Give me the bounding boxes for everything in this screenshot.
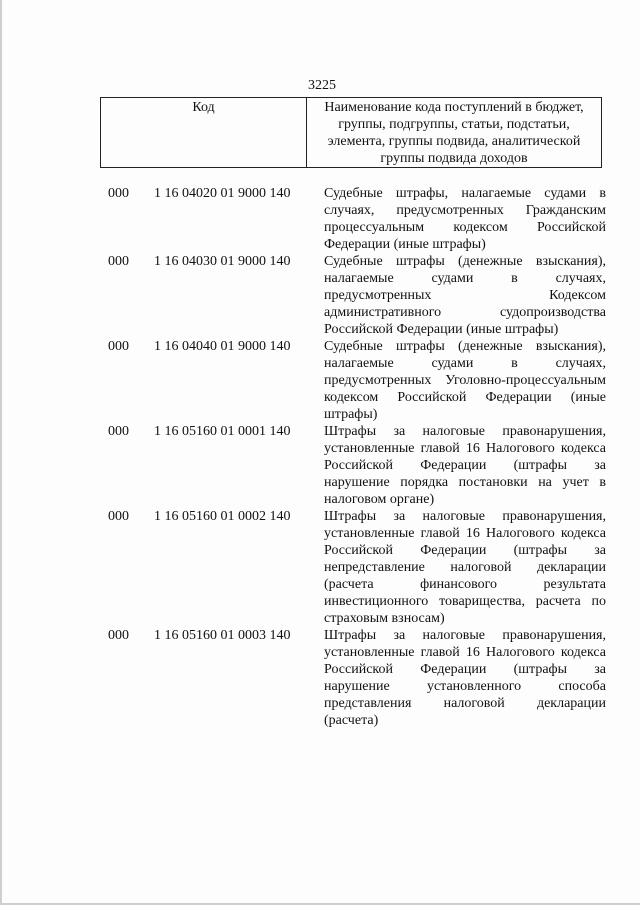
revenue-name-line: представления налоговой декларации bbox=[324, 696, 606, 711]
revenue-name-line: административного судопроизводства bbox=[324, 305, 606, 320]
header-code: Код bbox=[101, 98, 307, 168]
page-number: 3225 bbox=[308, 78, 336, 93]
revenue-name-line: Штрафы за налоговые правонарушения, bbox=[324, 509, 606, 524]
revenue-name-line: установленные главой 16 Налогового кодекса bbox=[324, 441, 606, 456]
revenue-name-line: налагаемые судами в случаях, bbox=[324, 271, 606, 286]
table-row bbox=[100, 627, 606, 729]
header-name-line: группы, подгруппы, статьи, подстатьи, bbox=[338, 117, 570, 132]
revenue-name-line: нарушение установленного способа bbox=[324, 679, 606, 694]
header-name-line: Наименование кода поступлений в бюджет, bbox=[324, 100, 584, 115]
revenue-name-line: Российской Федерации (иные штрафы) bbox=[324, 322, 559, 337]
admin-code: 000 bbox=[108, 339, 129, 354]
revenue-name bbox=[320, 423, 606, 508]
revenue-name-line: предусмотренных Уголовно-процессуальным bbox=[324, 373, 606, 388]
revenue-name-line: Судебные штрафы (денежные взыскания), bbox=[324, 254, 606, 269]
revenue-code: 1 16 04020 01 9000 140 bbox=[154, 186, 291, 201]
revenue-name-line: штрафы) bbox=[324, 407, 378, 422]
header-name-line: элемента, группы подвида, аналитической bbox=[327, 134, 581, 149]
revenue-name bbox=[320, 338, 606, 423]
revenue-name-line: налоговом органе) bbox=[324, 492, 435, 507]
revenue-name-line: налагаемые судами в случаях, bbox=[324, 356, 606, 371]
revenue-code: 1 16 05160 01 0001 140 bbox=[154, 424, 291, 439]
revenue-code: 1 16 05160 01 0003 140 bbox=[154, 628, 291, 643]
revenue-name bbox=[320, 508, 606, 627]
table-row bbox=[100, 253, 606, 338]
revenue-name-line: Российской Федерации (штрафы за bbox=[324, 662, 606, 677]
table-header bbox=[100, 97, 602, 168]
revenue-name-line: Российской Федерации (штрафы за bbox=[324, 458, 606, 473]
revenue-name-line: Федерации (иные штрафы) bbox=[324, 237, 486, 252]
code-table-body bbox=[100, 185, 606, 729]
revenue-code: 1 16 04040 01 9000 140 bbox=[154, 339, 291, 354]
revenue-name-line: инвестиционного товарищества, расчета по bbox=[324, 594, 606, 609]
revenue-name-line: Штрафы за налоговые правонарушения, bbox=[324, 424, 606, 439]
revenue-name-line: (расчета) bbox=[324, 713, 379, 728]
table-row bbox=[100, 508, 606, 627]
revenue-name-line: Судебные штрафы, налагаемые судами в bbox=[324, 186, 606, 201]
header-name-line: группы подвида доходов bbox=[380, 151, 528, 166]
revenue-name-line: установленные главой 16 Налогового кодекса bbox=[324, 645, 606, 660]
table-row bbox=[100, 423, 606, 508]
admin-code: 000 bbox=[108, 254, 129, 269]
admin-code: 000 bbox=[108, 509, 129, 524]
admin-code: 000 bbox=[108, 424, 129, 439]
admin-code: 000 bbox=[108, 628, 129, 643]
table-row bbox=[100, 338, 606, 423]
revenue-name-line: установленные главой 16 Налогового кодекса bbox=[324, 526, 606, 541]
revenue-name bbox=[320, 185, 606, 253]
revenue-name-line: Штрафы за налоговые правонарушения, bbox=[324, 628, 606, 643]
revenue-name bbox=[320, 253, 606, 338]
header-name bbox=[307, 98, 602, 168]
table-row bbox=[100, 185, 606, 253]
revenue-name-line: случаях, предусмотренных Гражданским bbox=[324, 203, 606, 218]
revenue-name bbox=[320, 627, 606, 729]
admin-code: 000 bbox=[108, 186, 129, 201]
revenue-name-line: нарушение порядка постановки на учет в bbox=[324, 475, 606, 490]
revenue-name-line: Российской Федерации (штрафы за bbox=[324, 543, 606, 558]
revenue-name-line: процессуальным кодексом Российской bbox=[324, 220, 606, 235]
revenue-name-line: Судебные штрафы (денежные взыскания), bbox=[324, 339, 606, 354]
revenue-name-line: страховым взносам) bbox=[324, 611, 445, 626]
revenue-name-line: (расчета финансового результата bbox=[324, 577, 606, 592]
revenue-name-line: непредставление налоговой декларации bbox=[324, 560, 606, 575]
revenue-name-line: предусмотренных Кодексом bbox=[324, 288, 606, 303]
revenue-code: 1 16 04030 01 9000 140 bbox=[154, 254, 291, 269]
revenue-code: 1 16 05160 01 0002 140 bbox=[154, 509, 291, 524]
revenue-name-line: кодексом Российской Федерации (иные bbox=[324, 390, 606, 405]
